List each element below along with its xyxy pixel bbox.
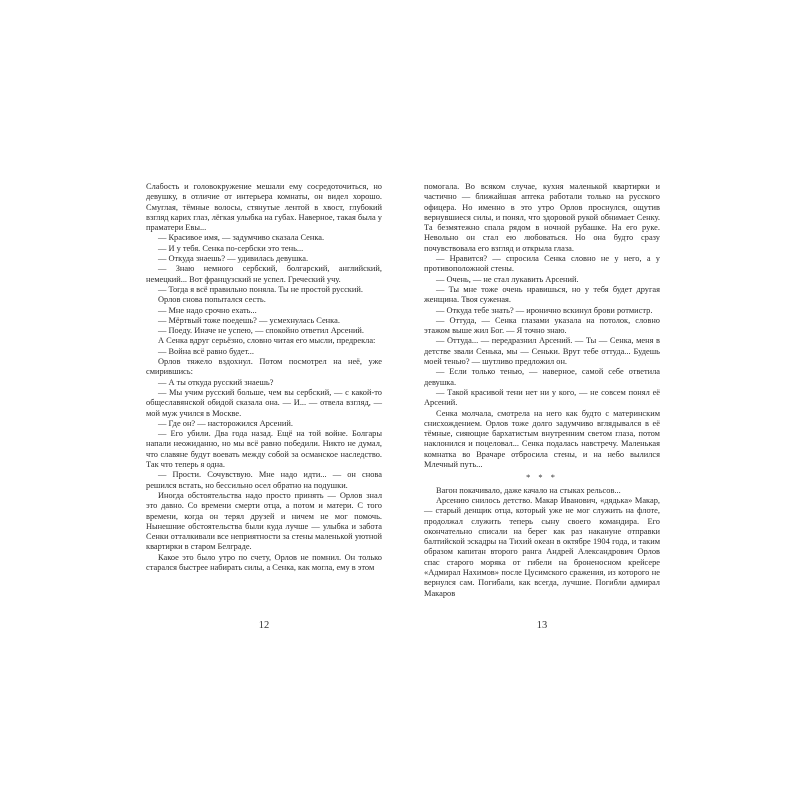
paragraph: — Красивое имя, — задумчиво сказала Сенка. <box>158 233 325 243</box>
paragraph: — Где он? — насторожился Арсений. <box>158 418 293 428</box>
paragraph: — Откуда знаешь? — удивилась девушка. <box>158 254 309 264</box>
left-page-text <box>146 182 382 573</box>
paragraph: — Ты мне тоже очень нравишься, но у тебя будет другая женщина. Твоя суженая. <box>424 284 660 305</box>
page-number-left: 12 <box>258 620 270 631</box>
paragraph: — Оттуда, — Сенка глазами указала на потолок, словно этажом выше жил Бог. — Я точно знаю. <box>424 315 660 336</box>
paragraph: — Очень, — не стал лукавить Арсений. <box>436 274 579 284</box>
paragraph: Иногда обстоятельства надо просто принять — Орлов знал это давно. Со времени смерти отца, а потом и матери. С того времени, когда он терял друзей и ничем не мог помочь. Нынешние обстоятельства были куда лучше — улыбка и забота Сенки отталкивали все неприятности за стены маленькой уютной квартирки в старом Белграде. <box>146 490 382 552</box>
paragraph: Сенка молчала, смотрела на него как будто с материнским снисхождением. Орлов тоже долго задумчиво вглядывался в её тёмные, сияющие бархатистым внутренним светом глаза, потом наклонился и поцеловал... Сенка подалась навстречу. Маленькая комнатка во Врачаре отбросила стены, и на небо вылился Млечный путь... <box>424 408 660 470</box>
paragraph: — И у тебя. Сенка по-сербски это тень... <box>158 243 304 253</box>
left-page <box>146 182 382 573</box>
paragraph: А Сенка вдруг серьёзно, словно читая его мысли, предрекла: <box>158 336 376 346</box>
paragraph: Слабость и головокружение мешали ему сосредоточиться, но девушку, в отличие от интерьера комнаты, он видел хорошо. Смуглая, тёмные волосы, стянутые лентой в хвост, глубокий взгляд карих глаз, лёгкая улыбка на губах. Наверное, такая была у праматери Евы... <box>146 182 382 233</box>
right-page <box>424 182 660 599</box>
page-number-right: 13 <box>536 620 548 631</box>
paragraph: Вагон покачивало, даже качало на стыках рельсов... <box>436 485 621 495</box>
paragraph: Орлов снова попытался сесть. <box>158 295 266 305</box>
paragraph: — Если только тенью, — наверное, самой себе ответила девушка. <box>424 367 660 387</box>
paragraph: помогала. Во всяком случае, кухня маленькой квартирки и частично — ближайшая аптека работали только на русского офицера. Но именно в это утро Орлов проснулся, ощутив вернувшиеся силы, и понял, что здоровой рукой обнимает Сенку. Та безмятежно спала рядом в ночной рубашке. На его руке. Невольно он стал ею любоваться. Но она будто сразу почувствовала его взгляд и открыла глаза. <box>424 182 660 253</box>
paragraph: — Его убили. Два года назад. Ещё на той войне. Болгары напали неожиданно, но мы всё равно победили. Никто не думал, что славяне будут воевать между собой за османское наследство. Так что теперь я одна. <box>146 429 382 470</box>
paragraph: — Мёртвый тоже поедешь? — усмехнулась Сенка. <box>158 315 340 325</box>
paragraph: Орлов тяжело вздохнул. Потом посмотрел на неё, уже смирившись: <box>146 357 382 377</box>
paragraph: — Знаю немного сербский, болгарский, английский, немецкий... Вот французский не успел. Греческий учу. <box>146 264 382 284</box>
right-page-text <box>424 182 660 599</box>
paragraph: Какое это было утро по счету, Орлов не помнил. Он только старался быстрее набирать силы, а Сенка, как могла, ему в этом <box>146 552 382 572</box>
paragraph: — Война всё равно будет... <box>158 346 254 356</box>
paragraph: — Нравится? — спросила Сенка словно не у него, а у противоположной стены. <box>424 254 660 274</box>
section-separator: * * * <box>526 473 558 483</box>
paragraph: — Мне надо срочно ехать... <box>158 305 257 315</box>
paragraph: — Откуда тебе знать? — иронично вскинул брови ротмистр. <box>436 305 653 315</box>
paragraph: — Прости. Сочувствую. Мне надо идти... — он снова решился встать, но бессильно осел обратно на подушки. <box>146 470 382 490</box>
paragraph: — Мы учим русский больше, чем вы сербский, — с какой-то общеславянской обидой сказала она. — И... — отвела взгляд, — мой муж учился в Москве. <box>146 387 382 418</box>
paragraph: — Поеду. Иначе не успею, — спокойно ответил Арсений. <box>158 326 365 336</box>
paragraph: Арсению снилось детство. Макар Иванович, «дядька» Макар, — старый денщик отца, который уже не мог служить на флоте, продолжал служить теперь сыну своего командира. Его окончательно списали на берег как раз накануне отправки балтийской эскадры на Тихий океан в октябре 1904 года, и таким образом капитан второго ранга Андрей Александрович Орлов спас старого моряка от гибели на броненосном крейсере «Адмирал Нахимов» после Цусимского сражения, из которого не вернулся сам. Погибали, как всегда, лучшие. Погибли адмирал Макаров <box>424 495 660 598</box>
paragraph: — Тогда я всё правильно поняла. Ты не простой русский. <box>158 284 363 294</box>
paragraph: — Оттуда... — передразнил Арсений. — Ты — Сенка, меня в детстве звали Сенька, мы — Сеньки. Врут тебе оттуда... Будешь моей тенью? — шутливо предложил он. <box>424 336 660 367</box>
paragraph: — Такой красивой тени нет ни у кого, — не совсем понял её Арсений. <box>424 387 660 408</box>
paragraph: — А ты откуда русский знаешь? <box>158 377 274 387</box>
